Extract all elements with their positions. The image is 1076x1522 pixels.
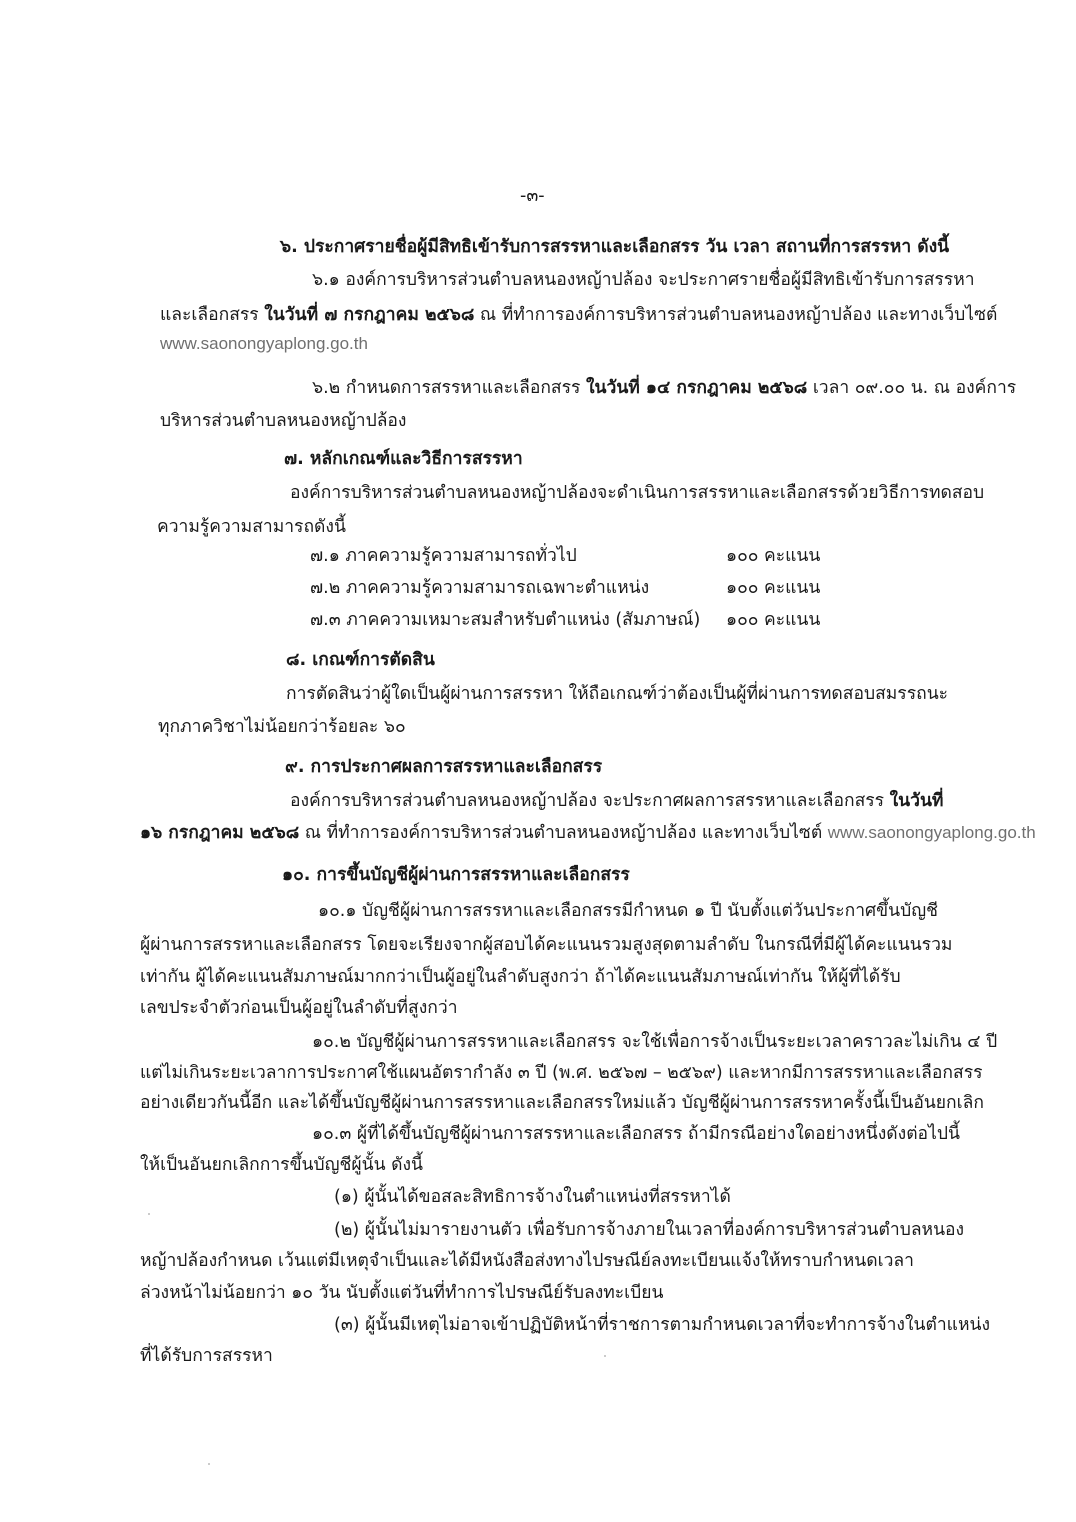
section-9-line-1: องค์การบริหารส่วนตำบลหนองหญ้าปล้อง จะประกาศผลการสรรหาและเลือกสรร ในวันที่ [290,791,944,811]
condition-2-line: (๒) ผู้นั้นไม่มารายงานตัว เพื่อรับการจ้างภายในเวลาที่องค์การบริหารส่วนตำบลหนอง [334,1220,965,1240]
criteria-item-score: ๑๐๐ คะแนน [726,578,821,598]
section-9-heading: ๙. การประกาศผลการสรรหาและเลือกสรร [285,757,603,777]
condition-3-line: (๓) ผู้นั้นมีเหตุไม่อาจเข้าปฏิบัติหน้าที่ราชการตามกำหนดเวลาที่จะทำการจ้างในตำแหน่ง [334,1315,990,1335]
section-8-line-2: ทุกภาควิชาไม่น้อยกว่าร้อยละ ๖๐ [158,717,406,737]
section-9-line-2: ๑๖ กรกฎาคม ๒๕๖๘ ณ ที่ทำการองค์การบริหารส่วนตำบลหนองหญ้าปล้อง และทางเว็บไซต์ www.saonongyaplong.go.th [140,823,1036,843]
section-10-heading: ๑๐. การขึ้นบัญชีผู้ผ่านการสรรหาและเลือกสรร [282,865,630,885]
section-10-2-line: แต่ไม่เกินระยะเวลาการประกาศใช้แผนอัตรากำลัง ๓ ปี (พ.ศ. ๒๕๖๗ – ๒๕๖๙) และหากมีการสรรหาและเลือกสรร [140,1063,983,1083]
scan-speck [208,1463,210,1465]
section-6-heading: ๖. ประกาศรายชื่อผู้มีสิทธิเข้ารับการสรรหาและเลือกสรร วัน เวลา สถานที่การสรรหา ดังนี้ [280,237,950,257]
condition-1: (๑) ผู้นั้นได้ขอสละสิทธิการจ้างในตำแหน่งที่สรรหาได้ [334,1187,731,1207]
condition-2-line: หญ้าปล้องกำหนด เว้นแต่มีเหตุจำเป็นและได้มีหนังสือส่งทางไปรษณีย์ลงทะเบียนแจ้งให้ทราบกำหนดเวลา [140,1251,914,1271]
criteria-item-score: ๑๐๐ คะแนน [726,546,821,566]
section-6-1-line-2: และเลือกสรร ในวันที่ ๗ กรกฎาคม ๒๕๖๘ ณ ที่ทำการองค์การบริหารส่วนตำบลหนองหญ้าปล้อง และทางเว็บไซต์ [160,305,998,325]
section-10-1-line: ผู้ผ่านการสรรหาและเลือกสรร โดยจะเรียงจากผู้สอบได้คะแนนรวมสูงสุดตามลำดับ ในกรณีที่มีผู้ได้คะแนนรวม [140,935,953,955]
scan-speck [604,1355,606,1357]
criteria-item-label: ๗.๓ ภาคความเหมาะสมสำหรับตำแหน่ง (สัมภาษณ์) [310,610,701,630]
website-link[interactable]: www.saonongyaplong.go.th [827,823,1036,842]
criteria-item-score: ๑๐๐ คะแนน [726,610,821,630]
section-7-line-2: ความรู้ความสามารถดังนี้ [157,517,346,537]
section-8-heading: ๘. เกณฑ์การตัดสิน [286,650,435,670]
section-7-line-1: องค์การบริหารส่วนตำบลหนองหญ้าปล้องจะดำเนินการสรรหาและเลือกสรรด้วยวิธีการทดสอบ [290,483,985,503]
condition-3-line: ที่ได้รับการสรรหา [140,1346,273,1366]
section-6-2-line-2: บริหารส่วนตำบลหนองหญ้าปล้อง [160,411,407,431]
condition-2-line: ล่วงหน้าไม่น้อยกว่า ๑๐ วัน นับตั้งแต่วันที่ทำการไปรษณีย์รับลงทะเบียน [140,1283,664,1303]
section-10-3-line: ๑๐.๓ ผู้ที่ได้ขึ้นบัญชีผู้ผ่านการสรรหาและเลือกสรร ถ้ามีกรณีอย่างใดอย่างหนึ่งดังต่อไปนี้ [312,1124,960,1144]
scan-speck [148,1213,150,1215]
section-8-line-1: การตัดสินว่าผู้ใดเป็นผู้ผ่านการสรรหา ให้ถือเกณฑ์ว่าต้องเป็นผู้ที่ผ่านการทดสอบสมรรถนะ [286,684,949,704]
website-link[interactable]: www.saonongyaplong.go.th [160,334,368,353]
section-10-1-line: เลขประจำตัวก่อนเป็นผู้อยู่ในลำดับที่สูงกว่า [140,998,458,1018]
section-10-1-line: ๑๐.๑ บัญชีผู้ผ่านการสรรหาและเลือกสรรมีกำหนด ๑ ปี นับตั้งแต่วันประกาศขึ้นบัญชี [318,901,938,921]
section-10-1-line: เท่ากัน ผู้ได้คะแนนสัมภาษณ์มากกว่าเป็นผู้อยู่ในลำดับสูงกว่า ถ้าได้คะแนนสัมภาษณ์เท่ากัน ให้ผู้ที่ได้รับ [140,967,901,987]
page-number: -๓- [520,186,545,206]
criteria-item-label: ๗.๑ ภาคความรู้ความสามารถทั่วไป [310,546,577,566]
section-10-2-line: ๑๐.๒ บัญชีผู้ผ่านการสรรหาและเลือกสรร จะใช้เพื่อการจ้างเป็นระยะเวลาคราวละไม่เกิน ๔ ปี [312,1032,998,1052]
section-10-3-line: ให้เป็นอันยกเลิกการขึ้นบัญชีผู้นั้น ดังนี้ [140,1155,424,1175]
criteria-item-label: ๗.๒ ภาคความรู้ความสามารถเฉพาะตำแหน่ง [310,578,650,598]
section-6-1-line-1: ๖.๑ องค์การบริหารส่วนตำบลหนองหญ้าปล้อง จะประกาศรายชื่อผู้มีสิทธิเข้ารับการสรรหา [312,270,975,290]
section-10-2-line: อย่างเดียวกันนี้อีก และได้ขึ้นบัญชีผู้ผ่านการสรรหาและเลือกสรรใหม่แล้ว บัญชีผู้ผ่านการสรรหาครั้งนี้เป็นอันยกเลิก [140,1093,984,1113]
section-7-heading: ๗. หลักเกณฑ์และวิธีการสรรหา [284,449,523,469]
section-6-2-line-1: ๖.๒ กำหนดการสรรหาและเลือกสรร ในวันที่ ๑๔ กรกฎาคม ๒๕๖๘ เวลา ๐๙.๐๐ น. ณ องค์การ [312,378,1017,398]
